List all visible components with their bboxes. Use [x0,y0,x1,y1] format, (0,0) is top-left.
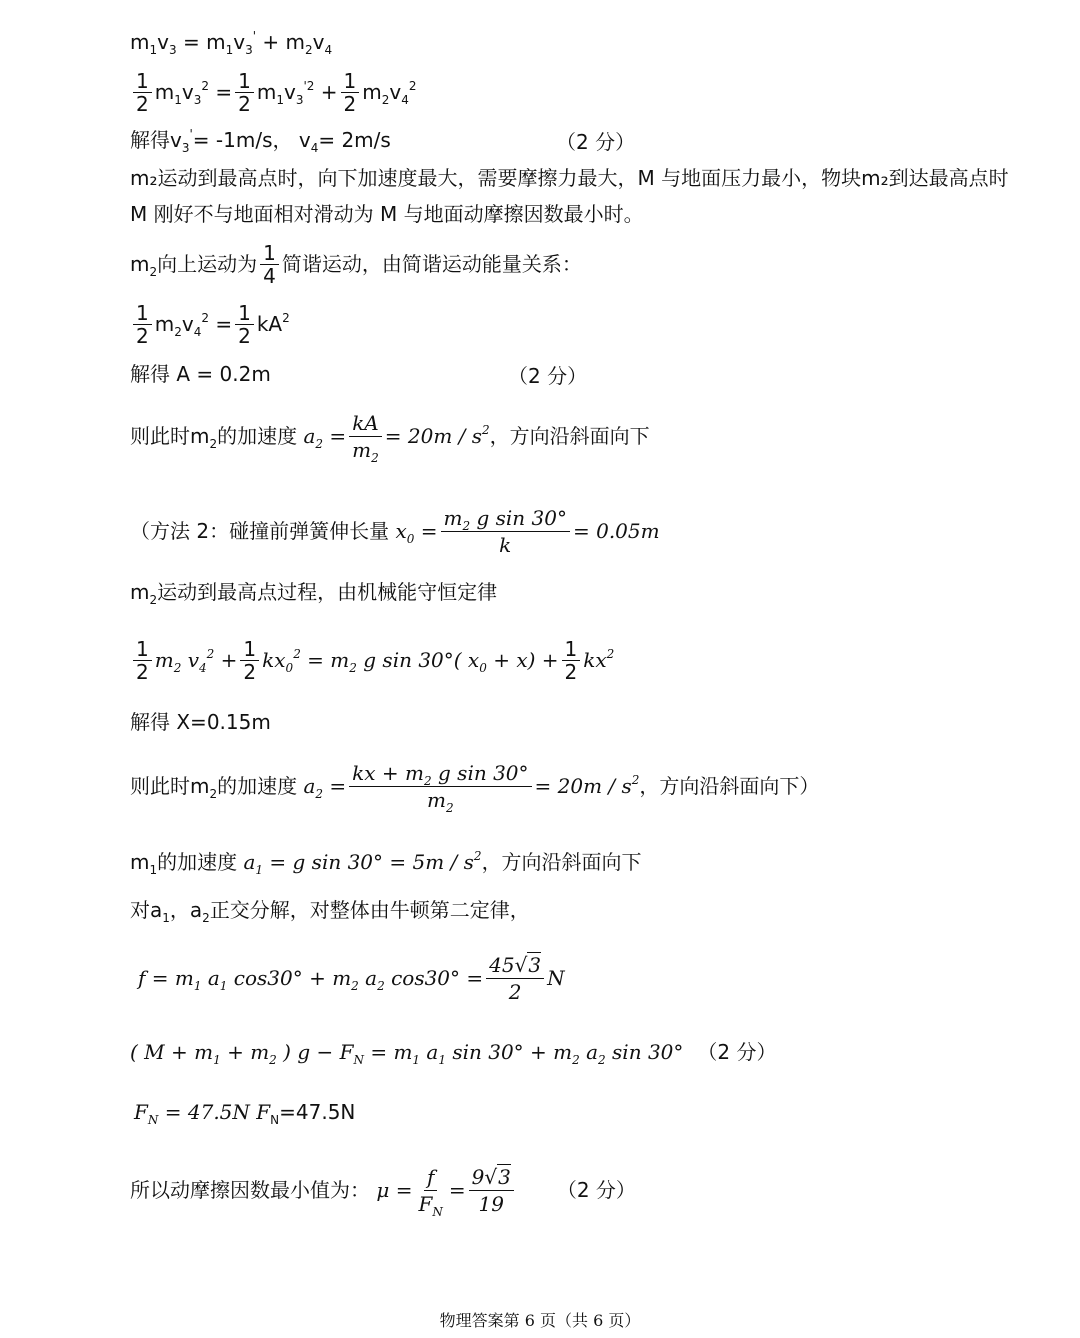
score-label: （2 分） [556,130,636,154]
energy-conservation: $m_2$ 运动到最高点过程，由机械能守恒定律 [130,580,498,607]
momentum-equation: $m_1v_3 = m_1v_3' + m_2v_4$ [130,29,333,57]
shm-statement: $m_2$ 向上运动为 $\frac{1}{4}$ 简谐运动，由简谐运动能量关系： [130,240,582,288]
solve-amplitude: 解得 A = 0.2m [130,362,271,386]
shm-energy-equation: $\frac{1}{2}$ $m_2v_4^2$ = $\frac{1}{2}$ $kA^2$ [130,300,1020,348]
normal-force-equation: ( $M + m_1 + m_2$ ) $g - F_N = m_1$ $a_1$ $\sin 30^\circ + m_2$ $a_2$ sin 30° （2 分） [130,1040,777,1067]
solve-x: 解得 X=0.15m [130,710,271,734]
friction-equation: $f = m_1$ $a_1$ $\cos 30^\circ + m_2$ $a_2$ cos30° = $\frac{45√3}{2}$ N [138,952,565,1004]
page-footer: 物理答案第 6 页（共 6 页） [439,1311,641,1330]
acceleration-a2: 则此时m $_2$ 的加速度 $a_2$ = $\frac{kA}{m_2}$ = 20m / s $^2$ ，方向沿斜面向下 [130,410,650,465]
normal-force-value: $F_N$ = 47.5N F $_N$ =47.5N [134,1100,356,1127]
orthogonal-decomposition: 对$a_1$，$a_2$ 正交分解，对整体由牛顿第二定律， [130,898,530,925]
energy-equation: $\frac{1}{2}$ $m_1v_3^2$ = $\frac{1}{2}$ $m_1v_3^{'2}$ + $\frac{1}{2}$ $m_2v_4^2$ [130,68,1020,116]
solve-velocities: 解得 $v_3'$ = -1m/s， $v_4$ = 2m/s [130,127,391,155]
acceleration-a2-method-two: 则此时m $_2$ 的加速度 $a_2$ = $\frac{kx + m_2 g \sin 30^\circ}{m_2}$ = 20m / s $^2$ ，方向沿斜面向下） [130,760,820,815]
friction-coefficient: 所以动摩擦因数最小值为： μ = $\frac{f}{F_N}$ = $\frac{9√3}{19}$ （2 分） [130,1164,636,1219]
energy-conservation-equation: $\frac{1}{2}$ $m_2$ $v_4^2$ + $\frac{1}{2}$ $kx_0^2 = m_2$ g sin 30°( $x_0 + x$) + $\frac{1}{2}$ $kx^2$ [130,632,1020,688]
acceleration-a1: $m_1$ 的加速度 $a_1$ = g sin 30° = 5m / s $^2$ ，方向沿斜面向下 [130,849,642,877]
analysis-paragraph: m₂运动到最高点时，向下加速度最大，需要摩擦力最大，M 与地面压力最小，物块m₂到达最高点时 M 刚好不与地面相对滑动为 M 与地面动摩擦因数最小时。 [130,166,1009,226]
method-two: （方法 2：碰撞前弹簧伸长量 $x_0$ = $\frac{m_2 g \sin 30^\circ}{k}$ = 0.05m [130,505,660,557]
score-label: （2 分） [508,364,588,388]
